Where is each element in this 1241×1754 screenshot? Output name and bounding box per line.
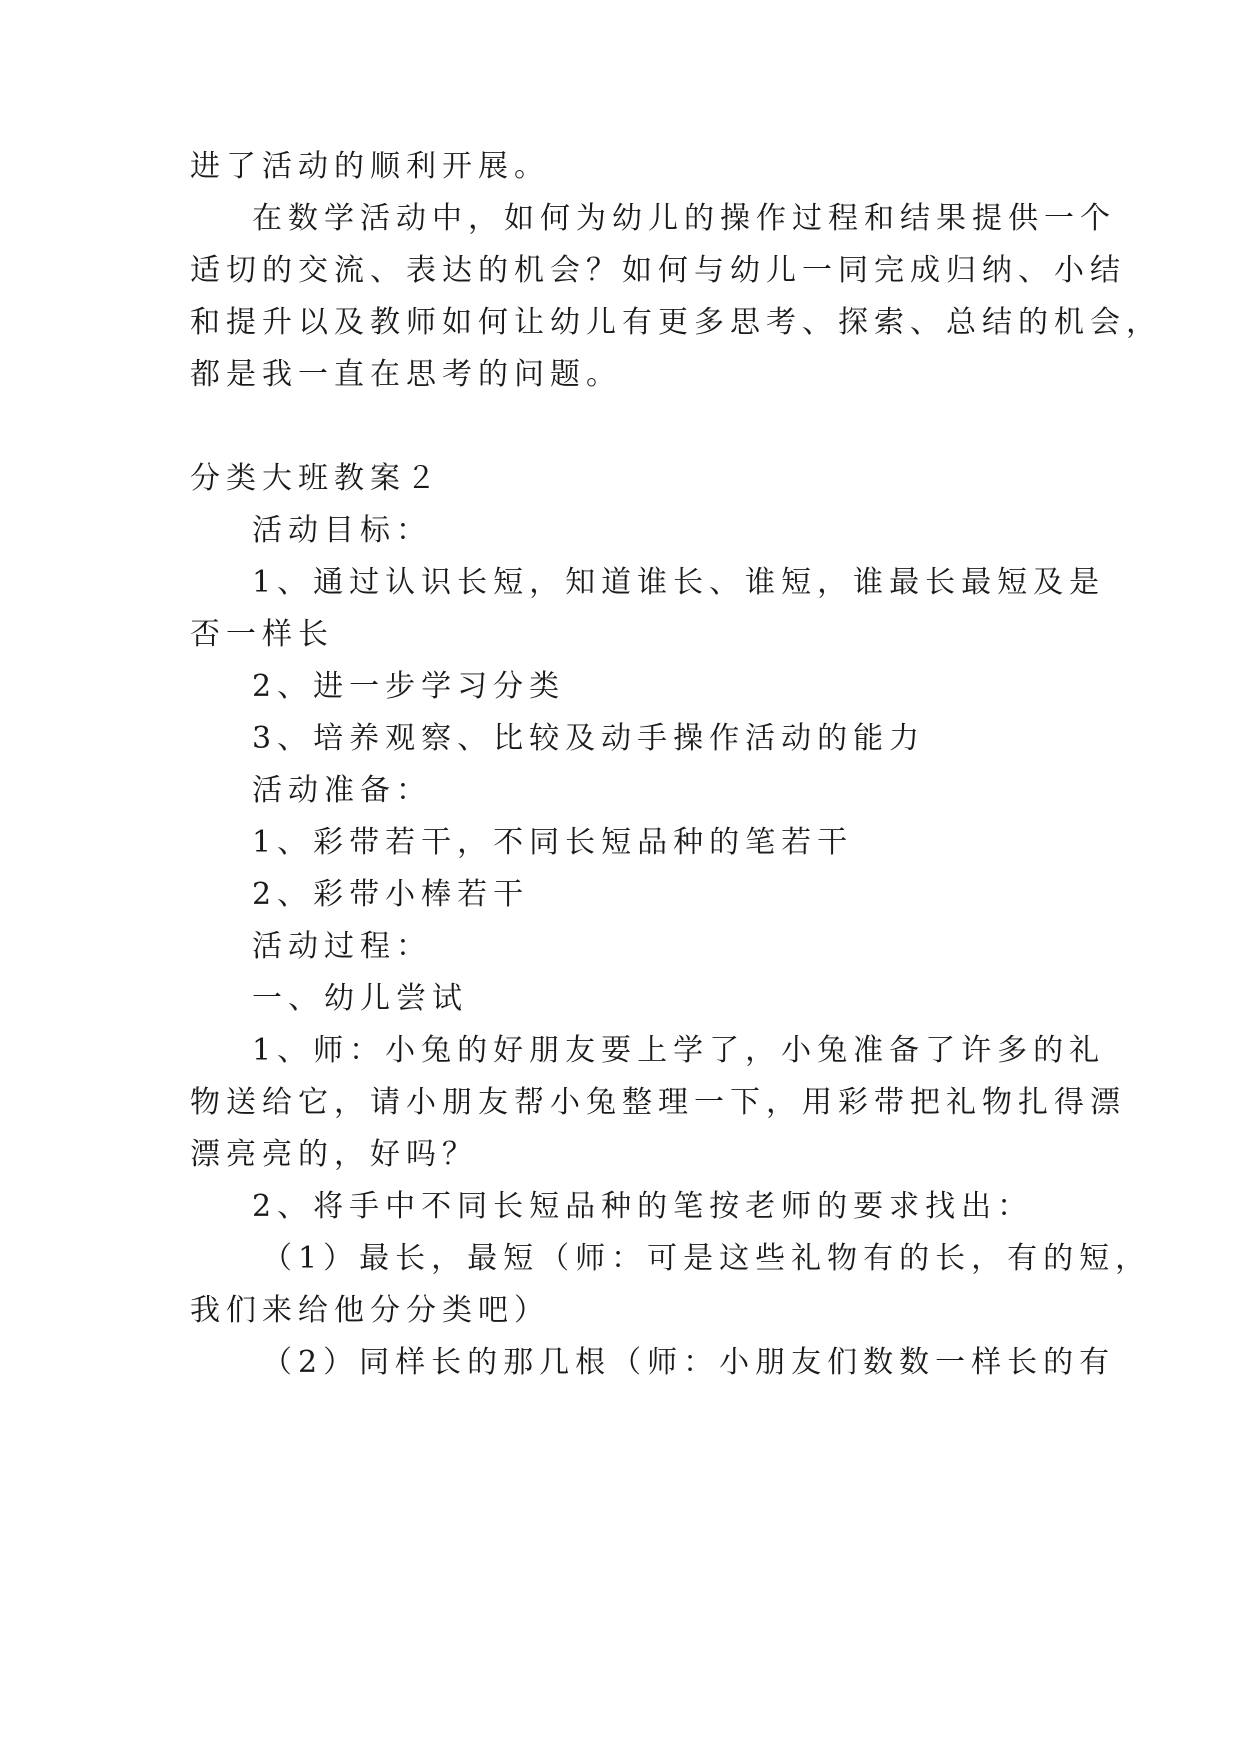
process-step: 2、将手中不同长短品种的笔按老师的要求找出： — [252, 1189, 1034, 1224]
paragraph-line: 和提升以及教师如何让幼儿有更多思考、探索、总结的机会， — [190, 305, 1162, 340]
goal-item: 3、培养观察、比较及动手操作活动的能力 — [252, 721, 926, 756]
section-title: 分类大班教案２ — [190, 461, 442, 496]
prep-item: 2、彩带小棒若干 — [252, 877, 530, 912]
process-step-continued: 物送给它，请小朋友帮小兔整理一下，用彩带把礼物扎得漂 — [190, 1085, 1126, 1120]
goal-item-continued: 否一样长 — [190, 617, 334, 652]
paragraph-line: 适切的交流、表达的机会？如何与幼儿一同完成归纳、小结 — [190, 253, 1126, 288]
paragraph-line: 进了活动的顺利开展。 — [190, 149, 550, 184]
prep-item: 1、彩带若干，不同长短品种的笔若干 — [252, 825, 854, 860]
prep-heading: 活动准备： — [252, 773, 432, 808]
process-heading: 活动过程： — [252, 929, 432, 964]
paragraph-line: 在数学活动中，如何为幼儿的操作过程和结果提供一个 — [252, 201, 1116, 236]
process-step: 1、师：小兔的好朋友要上学了，小兔准备了许多的礼 — [252, 1033, 1106, 1068]
goals-heading: 活动目标： — [252, 513, 432, 548]
paragraph-line: 都是我一直在思考的问题。 — [190, 357, 622, 392]
sub-step: （1）最长，最短（师：可是这些礼物有的长，有的短， — [262, 1241, 1152, 1276]
process-step-continued: 漂亮亮的，好吗？ — [190, 1137, 478, 1172]
process-step-heading: 一、幼儿尝试 — [252, 981, 468, 1016]
sub-step-continued: 我们来给他分分类吧） — [190, 1293, 550, 1328]
goal-item: 2、进一步学习分类 — [252, 669, 566, 704]
goal-item: 1、通过认识长短，知道谁长、谁短，谁最长最短及是 — [252, 565, 1106, 600]
sub-step: （2）同样长的那几根（师：小朋友们数数一样长的有 — [262, 1345, 1116, 1380]
